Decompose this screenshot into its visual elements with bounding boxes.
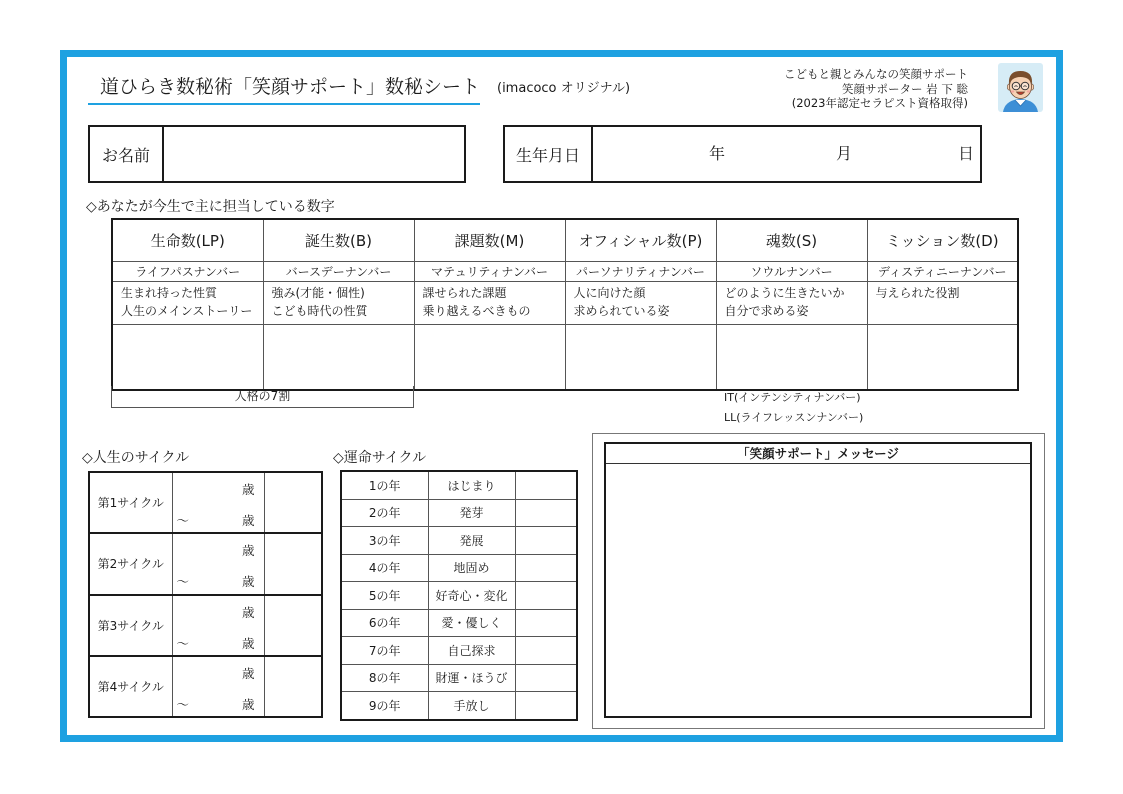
- age-unit: 歳: [241, 513, 255, 528]
- desc-line-1: 人に向けた顔: [573, 286, 646, 300]
- number-desc-lp: [112, 282, 263, 325]
- life-cycle-heading: ◇人生のサイクル: [82, 450, 190, 466]
- range-mark: ～: [176, 574, 190, 590]
- life-cycle-row-2: [90, 532, 321, 593]
- message-box: [604, 442, 1032, 718]
- name-value-cell: [164, 127, 464, 181]
- numbers-title-row: [112, 219, 1018, 262]
- number-value-cell-b: [263, 325, 414, 391]
- age-unit: 歳: [241, 635, 255, 651]
- life-cycle-number-cell: [265, 596, 322, 655]
- life-cycle-number-cell: [265, 657, 322, 716]
- number-desc-b: [263, 282, 414, 325]
- destiny-row-4: [341, 554, 577, 582]
- destiny-theme: 発展: [428, 527, 515, 555]
- number-desc-p: [565, 282, 716, 325]
- destiny-row-5: [341, 582, 577, 610]
- life-cycle-label: 第1サイクル: [97, 496, 164, 511]
- year-unit: 年: [708, 144, 726, 163]
- destiny-year: 7の年: [341, 637, 428, 665]
- number-subtitle-d: ディスティニーナンバー: [867, 262, 1018, 282]
- desc-line-1: 課せられた課題: [422, 286, 507, 300]
- destiny-theme: 財運・ほうび: [428, 664, 515, 692]
- life-cycle-age-range: [172, 534, 265, 593]
- destiny-year: 3の年: [341, 527, 428, 555]
- desc-line-1: 生まれ持った性質: [121, 286, 218, 300]
- desc-line-2: 求められている姿: [573, 304, 670, 318]
- life-cycle-label: 第2サイクル: [97, 557, 164, 572]
- number-title-s: 魂数(S): [716, 219, 867, 262]
- destiny-blank-cell: [515, 554, 577, 582]
- intensity-number-note: IT(インテンシティナンバー): [724, 391, 861, 404]
- numbers-description-row: [112, 282, 1018, 325]
- number-subtitle-p: パーソナリティナンバー: [565, 262, 716, 282]
- life-cycle-label: 第3サイクル: [97, 618, 164, 633]
- number-title-lp: 生命数(LP): [112, 219, 263, 262]
- life-cycle-table: [88, 471, 323, 718]
- title-underline: [88, 103, 480, 105]
- destiny-row-8: [341, 664, 577, 692]
- destiny-row-2: [341, 499, 577, 527]
- number-title-d: ミッション数(D): [867, 219, 1018, 262]
- numbers-table: [111, 218, 1019, 391]
- name-field: [88, 125, 466, 183]
- destiny-year: 4の年: [341, 554, 428, 582]
- numbers-subtitle-row: [112, 262, 1018, 282]
- destiny-blank-cell: [515, 499, 577, 527]
- birthdate-field: [503, 125, 982, 183]
- author-line-2: 笑顔サポーター 岩 下 聡: [842, 81, 968, 96]
- numbers-heading: ◇あなたが今生で主に担当している数字: [86, 199, 335, 215]
- birthdate-value-cell: [593, 127, 980, 181]
- age-unit: 歳: [241, 543, 255, 559]
- age-unit: 歳: [241, 574, 255, 590]
- life-cycle-age-range: [172, 473, 265, 532]
- number-value-cell-d: [867, 325, 1018, 391]
- number-desc-m: [414, 282, 565, 325]
- life-cycle-number-cell: [265, 534, 322, 593]
- smiling-man-avatar-icon: [998, 63, 1043, 112]
- numbers-value-row: [112, 325, 1018, 391]
- number-subtitle-s: ソウルナンバー: [716, 262, 867, 282]
- number-title-m: 課題数(M): [414, 219, 565, 262]
- number-value-cell-m: [414, 325, 565, 391]
- number-subtitle-lp: ライフパスナンバー: [112, 262, 263, 282]
- number-subtitle-b: バースデーナンバー: [263, 262, 414, 282]
- destiny-theme: 自己探求: [428, 637, 515, 665]
- desc-line-2: 自分で求める姿: [724, 304, 809, 318]
- destiny-theme: 愛・優しく: [428, 609, 515, 637]
- age-unit: 歳: [241, 482, 255, 497]
- life-cycle-age-range: [172, 657, 265, 716]
- avatar: [998, 63, 1043, 112]
- desc-line-1: どのように生きたいか: [724, 286, 845, 300]
- day-unit: 日: [957, 144, 975, 163]
- destiny-row-7: [341, 637, 577, 665]
- destiny-theme: 地固め: [428, 554, 515, 582]
- personality-note: 人格の7割: [111, 386, 414, 408]
- life-cycle-row-4: [90, 655, 321, 716]
- destiny-blank-cell: [515, 527, 577, 555]
- number-value-cell-lp: [112, 325, 263, 391]
- number-title-p: オフィシャル数(P): [565, 219, 716, 262]
- destiny-year: 8の年: [341, 664, 428, 692]
- age-unit: 歳: [241, 696, 255, 712]
- age-unit: 歳: [241, 604, 255, 620]
- destiny-row-1: [341, 471, 577, 499]
- sheet-title: 道ひらき数秘術「笑顔サポート」数秘シート: [100, 76, 481, 98]
- number-subtitle-m: マテュリティナンバー: [414, 262, 565, 282]
- life-cycle-row-1: [90, 473, 321, 532]
- number-value-cell-s: [716, 325, 867, 391]
- destiny-blank-cell: [515, 692, 577, 720]
- range-mark: ～: [176, 513, 190, 528]
- destiny-blank-cell: [515, 609, 577, 637]
- destiny-year: 2の年: [341, 499, 428, 527]
- number-desc-s: [716, 282, 867, 325]
- destiny-row-3: [341, 527, 577, 555]
- life-lesson-number-note: LL(ライフレッスンナンバー): [724, 411, 864, 424]
- destiny-year: 9の年: [341, 692, 428, 720]
- desc-line-2: こども時代の性質: [271, 304, 368, 318]
- desc-line-2: 乗り越えるべきもの: [422, 304, 531, 318]
- month-unit: 月: [835, 144, 853, 163]
- number-title-b: 誕生数(B): [263, 219, 414, 262]
- destiny-year: 5の年: [341, 582, 428, 610]
- desc-line-1: 与えられた役割: [875, 286, 960, 300]
- destiny-cycle-heading: ◇運命サイクル: [333, 450, 427, 466]
- destiny-year: 6の年: [341, 609, 428, 637]
- desc-line-1: 強み(才能・個性): [271, 286, 365, 300]
- range-mark: ～: [176, 635, 190, 651]
- destiny-theme: 手放し: [428, 692, 515, 720]
- destiny-blank-cell: [515, 471, 577, 499]
- author-line-3: (2023年認定セラピスト資格取得): [791, 96, 968, 110]
- destiny-theme: 発芽: [428, 499, 515, 527]
- range-mark: ～: [176, 696, 190, 712]
- age-unit: 歳: [241, 665, 255, 681]
- sheet-subtitle: (imacoco オリジナル): [497, 81, 631, 96]
- destiny-blank-cell: [515, 582, 577, 610]
- destiny-blank-cell: [515, 637, 577, 665]
- name-label: お名前: [90, 127, 164, 181]
- life-cycle-row-3: [90, 594, 321, 655]
- destiny-row-6: [341, 609, 577, 637]
- life-cycle-age-range: [172, 596, 265, 655]
- destiny-row-9: [341, 692, 577, 720]
- life-cycle-label: 第4サイクル: [97, 679, 164, 694]
- destiny-blank-cell: [515, 664, 577, 692]
- destiny-cycle-table: [340, 470, 578, 721]
- destiny-theme: 好奇心・変化: [428, 582, 515, 610]
- author-line-1: こどもと親とみんなの笑顔サポート: [784, 67, 968, 81]
- message-title: 「笑顔サポート」メッセージ: [606, 444, 1030, 464]
- destiny-theme: はじまり: [428, 471, 515, 499]
- life-cycle-number-cell: [265, 473, 322, 532]
- destiny-year: 1の年: [341, 471, 428, 499]
- number-value-cell-p: [565, 325, 716, 391]
- birthdate-label: 生年月日: [505, 127, 593, 181]
- number-desc-d: [867, 282, 1018, 325]
- desc-line-2: 人生のメインストーリー: [121, 304, 253, 318]
- author-info: [784, 67, 968, 111]
